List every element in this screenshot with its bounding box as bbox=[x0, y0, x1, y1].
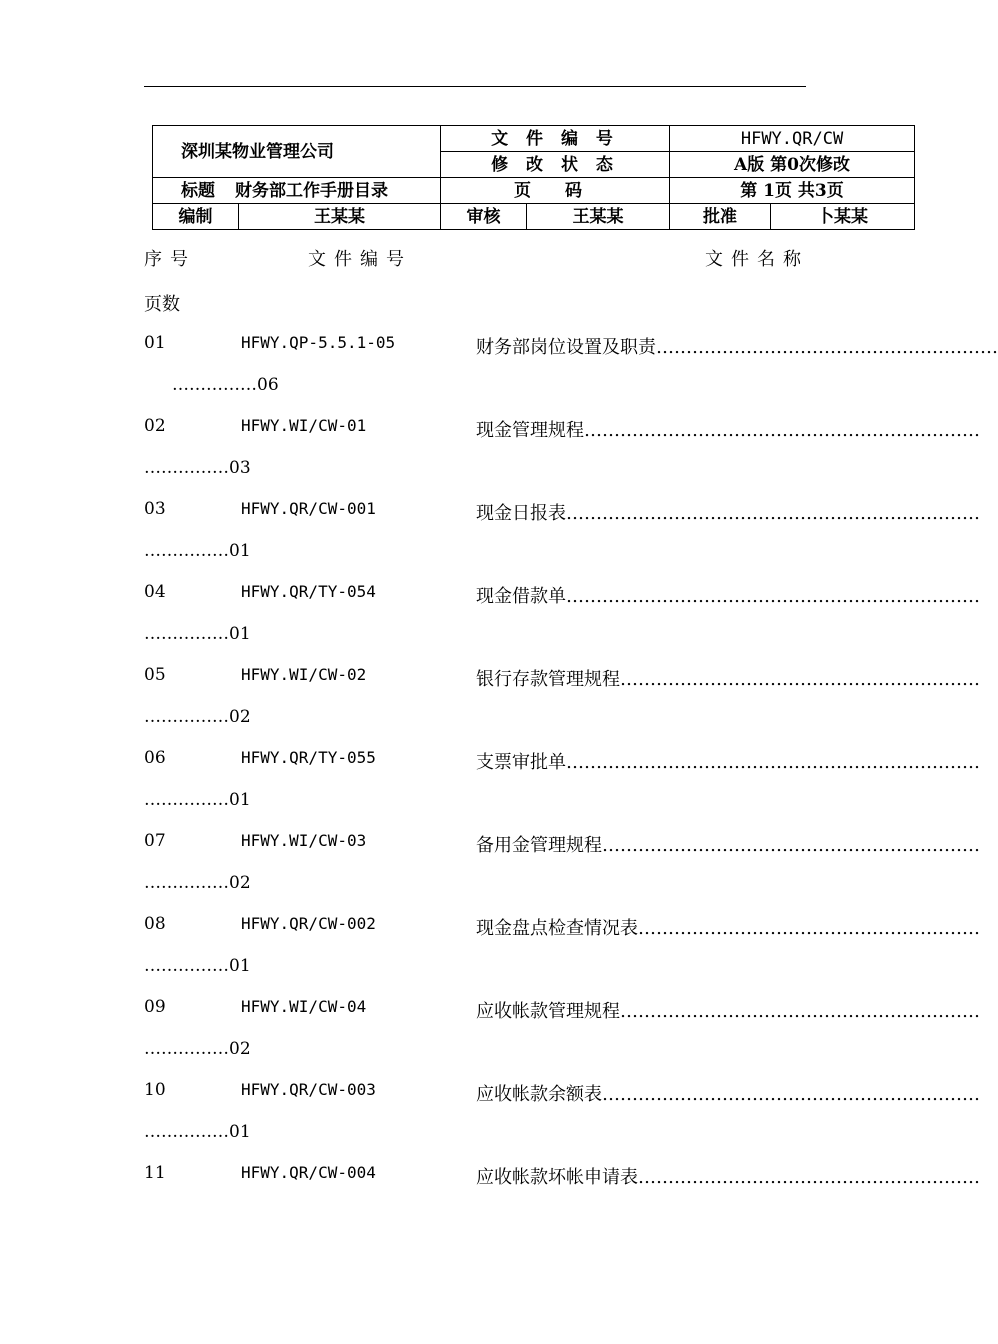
col-head-doc-name: 文件名称 bbox=[705, 249, 809, 270]
entry-code: HFWY.WI/CW-04 bbox=[241, 997, 367, 1016]
list-item bbox=[0, 997, 980, 1080]
reviewed-label: 审核 bbox=[441, 204, 527, 230]
list-item bbox=[0, 416, 980, 499]
entry-number: 01 bbox=[144, 333, 166, 353]
entry-name: 备用金管理规程……………………………………………………… bbox=[476, 835, 980, 856]
doc-no-value: HFWY.QR/CW bbox=[670, 126, 915, 152]
entry-pages: ……………02 bbox=[144, 1039, 251, 1059]
entry-pages: ……………02 bbox=[144, 707, 251, 727]
title-value: 财务部工作手册目录 bbox=[235, 180, 388, 201]
list-item bbox=[0, 748, 980, 831]
entry-pages: ……………03 bbox=[144, 458, 251, 478]
entry-pages: ……………06 bbox=[172, 375, 279, 395]
page-value: 第 1页 共3页 bbox=[670, 178, 915, 204]
entry-code: HFWY.WI/CW-03 bbox=[241, 831, 367, 850]
entry-number: 02 bbox=[144, 416, 166, 436]
entry-number: 09 bbox=[144, 997, 166, 1017]
title-cell bbox=[153, 178, 441, 204]
entry-code: HFWY.WI/CW-02 bbox=[241, 665, 367, 684]
company-name: 深圳某物业管理公司 bbox=[153, 126, 441, 178]
entry-pages: ……………01 bbox=[144, 541, 251, 561]
entry-number: 07 bbox=[144, 831, 166, 851]
list-item bbox=[0, 914, 980, 997]
entry-code: HFWY.QP-5.5.1-05 bbox=[241, 333, 396, 352]
col-head-seq: 序号 bbox=[144, 249, 196, 270]
entry-code: HFWY.QR/CW-003 bbox=[241, 1080, 376, 1099]
entry-number: 05 bbox=[144, 665, 166, 685]
entry-name: 支票审批单…………………………………………………………… bbox=[476, 752, 980, 773]
entry-name: 现金盘点检查情况表………………………………………………… bbox=[476, 918, 980, 939]
entry-pages: ……………01 bbox=[144, 790, 251, 810]
entry-name: 应收帐款坏帐申请表………………………………………………… bbox=[476, 1167, 980, 1188]
entry-name: 现金日报表…………………………………………………………… bbox=[476, 503, 980, 524]
entry-code: HFWY.QR/CW-002 bbox=[241, 914, 376, 933]
list-item bbox=[0, 582, 980, 665]
top-rule bbox=[144, 86, 806, 87]
list-item bbox=[0, 333, 998, 416]
list-item bbox=[0, 665, 980, 748]
entry-name: 财务部岗位设置及职责………………………………………………… bbox=[476, 337, 998, 358]
list-item bbox=[0, 831, 980, 914]
list-item bbox=[0, 1080, 980, 1163]
entry-code: HFWY.QR/CW-001 bbox=[241, 499, 376, 518]
list-item bbox=[0, 1163, 980, 1246]
doc-no-label: 文 件 编 号 bbox=[441, 126, 670, 152]
entry-pages: ……………02 bbox=[144, 873, 251, 893]
approved-label: 批准 bbox=[670, 204, 771, 230]
entry-name: 应收帐款管理规程…………………………………………………… bbox=[476, 1001, 980, 1022]
entry-name: 银行存款管理规程…………………………………………………… bbox=[476, 669, 980, 690]
entry-name: 现金借款单…………………………………………………………… bbox=[476, 586, 980, 607]
document-header-table bbox=[152, 125, 915, 230]
title-label: 标题 bbox=[181, 180, 215, 201]
entry-code: HFWY.QR/TY-055 bbox=[241, 748, 376, 767]
page-label: 页 码 bbox=[441, 178, 670, 204]
entry-code: HFWY.QR/CW-004 bbox=[241, 1163, 376, 1182]
entry-code: HFWY.QR/TY-054 bbox=[241, 582, 376, 601]
entry-number: 06 bbox=[144, 748, 166, 768]
revision-label: 修 改 状 态 bbox=[441, 152, 670, 178]
entry-number: 04 bbox=[144, 582, 166, 602]
entry-number: 10 bbox=[144, 1080, 166, 1100]
entry-name: 应收帐款余额表……………………………………………………… bbox=[476, 1084, 980, 1105]
entry-pages: ……………01 bbox=[144, 1122, 251, 1142]
revision-value: A版 第0次修改 bbox=[670, 152, 915, 178]
entry-number: 11 bbox=[144, 1163, 166, 1183]
entry-pages: ……………01 bbox=[144, 624, 251, 644]
col-head-pages: 页数 bbox=[144, 294, 180, 315]
entry-code: HFWY.WI/CW-01 bbox=[241, 416, 367, 435]
list-item bbox=[0, 499, 980, 582]
entry-number: 03 bbox=[144, 499, 166, 519]
entry-name: 现金管理规程………………………………………………………… bbox=[476, 420, 980, 441]
entry-pages: ……………01 bbox=[144, 956, 251, 976]
approved-value: 卜某某 bbox=[771, 204, 915, 230]
compiled-value: 王某某 bbox=[239, 204, 441, 230]
reviewed-value: 王某某 bbox=[527, 204, 670, 230]
compiled-label: 编制 bbox=[153, 204, 239, 230]
col-head-doc-no: 文件编号 bbox=[308, 249, 412, 270]
entry-number: 08 bbox=[144, 914, 166, 934]
